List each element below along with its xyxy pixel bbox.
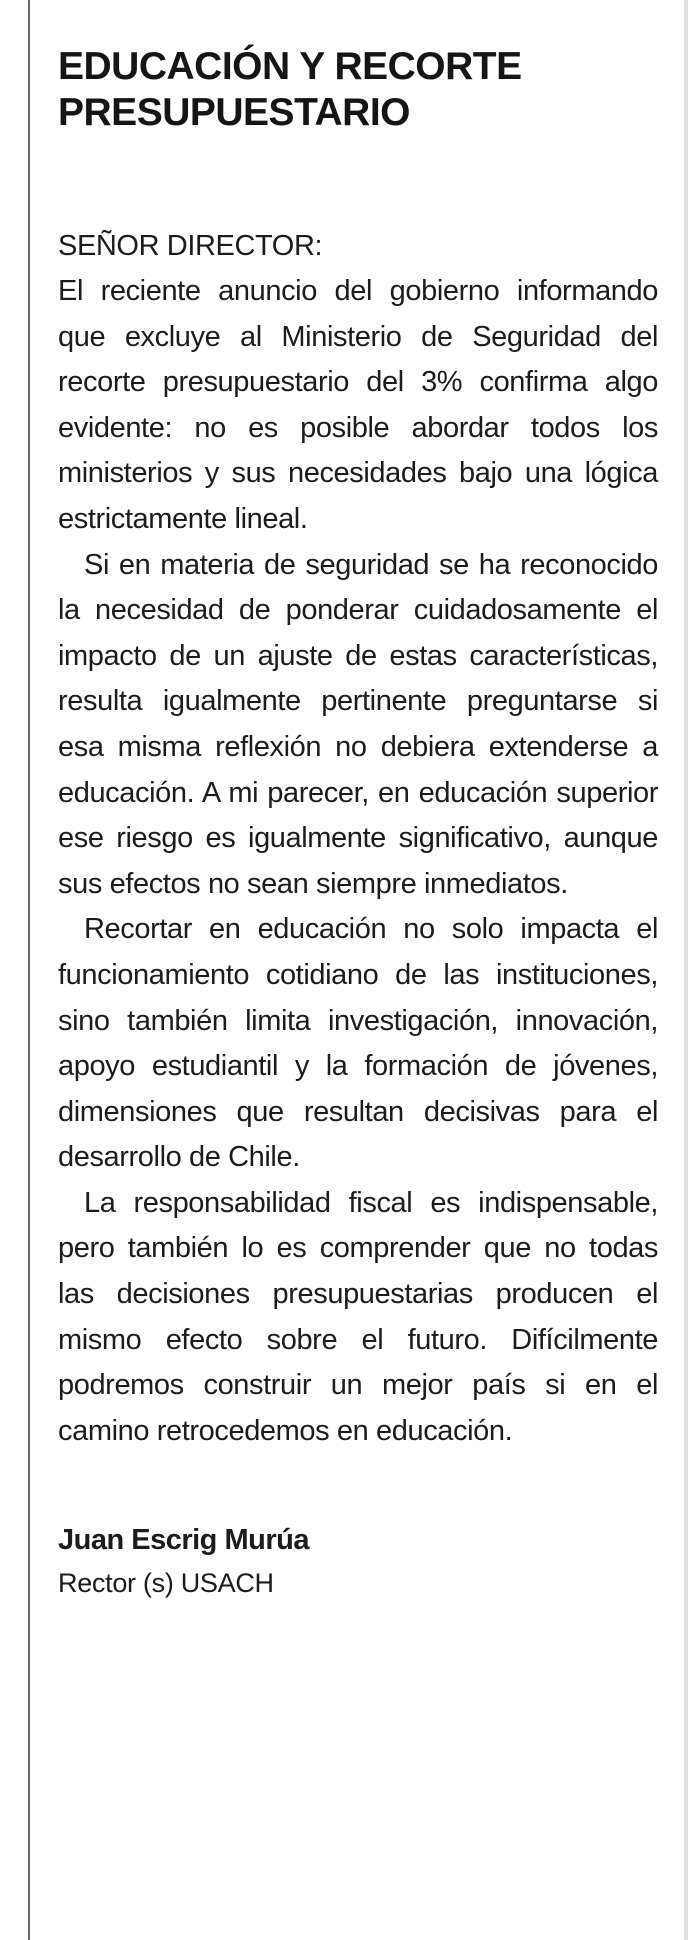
column-divider-line	[28, 0, 30, 1940]
letter-salutation: SEÑOR DIRECTOR:	[58, 230, 323, 262]
article-headline: EDUCACIÓN Y RECORTE PRESUPUESTARIO	[58, 45, 522, 134]
page-edge	[684, 0, 688, 1940]
paragraph-1: El reciente anuncio del gobierno informando que excluye al Ministerio de Seguridad del recorte presupuestario del 3% confirma algo evidente: no es posible abordar todos los ministerios y sus necesidades bajo una lógica estrictamente lineal.	[58, 275, 658, 535]
author-name: Juan Escrig Murúa	[58, 1524, 309, 1557]
letter-article	[58, 44, 658, 1604]
author-role: Rector (s) USACH	[58, 1568, 274, 1599]
paragraph-2: Si en materia de seguridad se ha reconocido la necesidad de ponderar cuidadosamente el impacto de un ajuste de estas características, resulta igualmente pertinente preguntarse si esa misma reflexión no debiera extenderse a educación. A mi parecer, en educación superior ese riesgo es igualmente significativo, aunque sus efectos no sean siempre inmediatos.	[58, 548, 658, 900]
paragraph-4: La responsabilidad fiscal es indispensable, pero también lo es comprender que no todas las decisiones presupuestarias producen el mismo efecto sobre el futuro. Difícilmente podremos construir un mejor país si en el camino retrocedemos en educación.	[58, 1186, 658, 1447]
paragraph-3: Recortar en educación no solo impacta el funcionamiento cotidiano de las instituciones, sino también limita investigación, innovación, apoyo estudiantil y la formación de jóvenes, dimensiones que resultan decisivas para el desarrollo de Chile.	[58, 913, 658, 1174]
signature-block	[58, 1518, 658, 1604]
